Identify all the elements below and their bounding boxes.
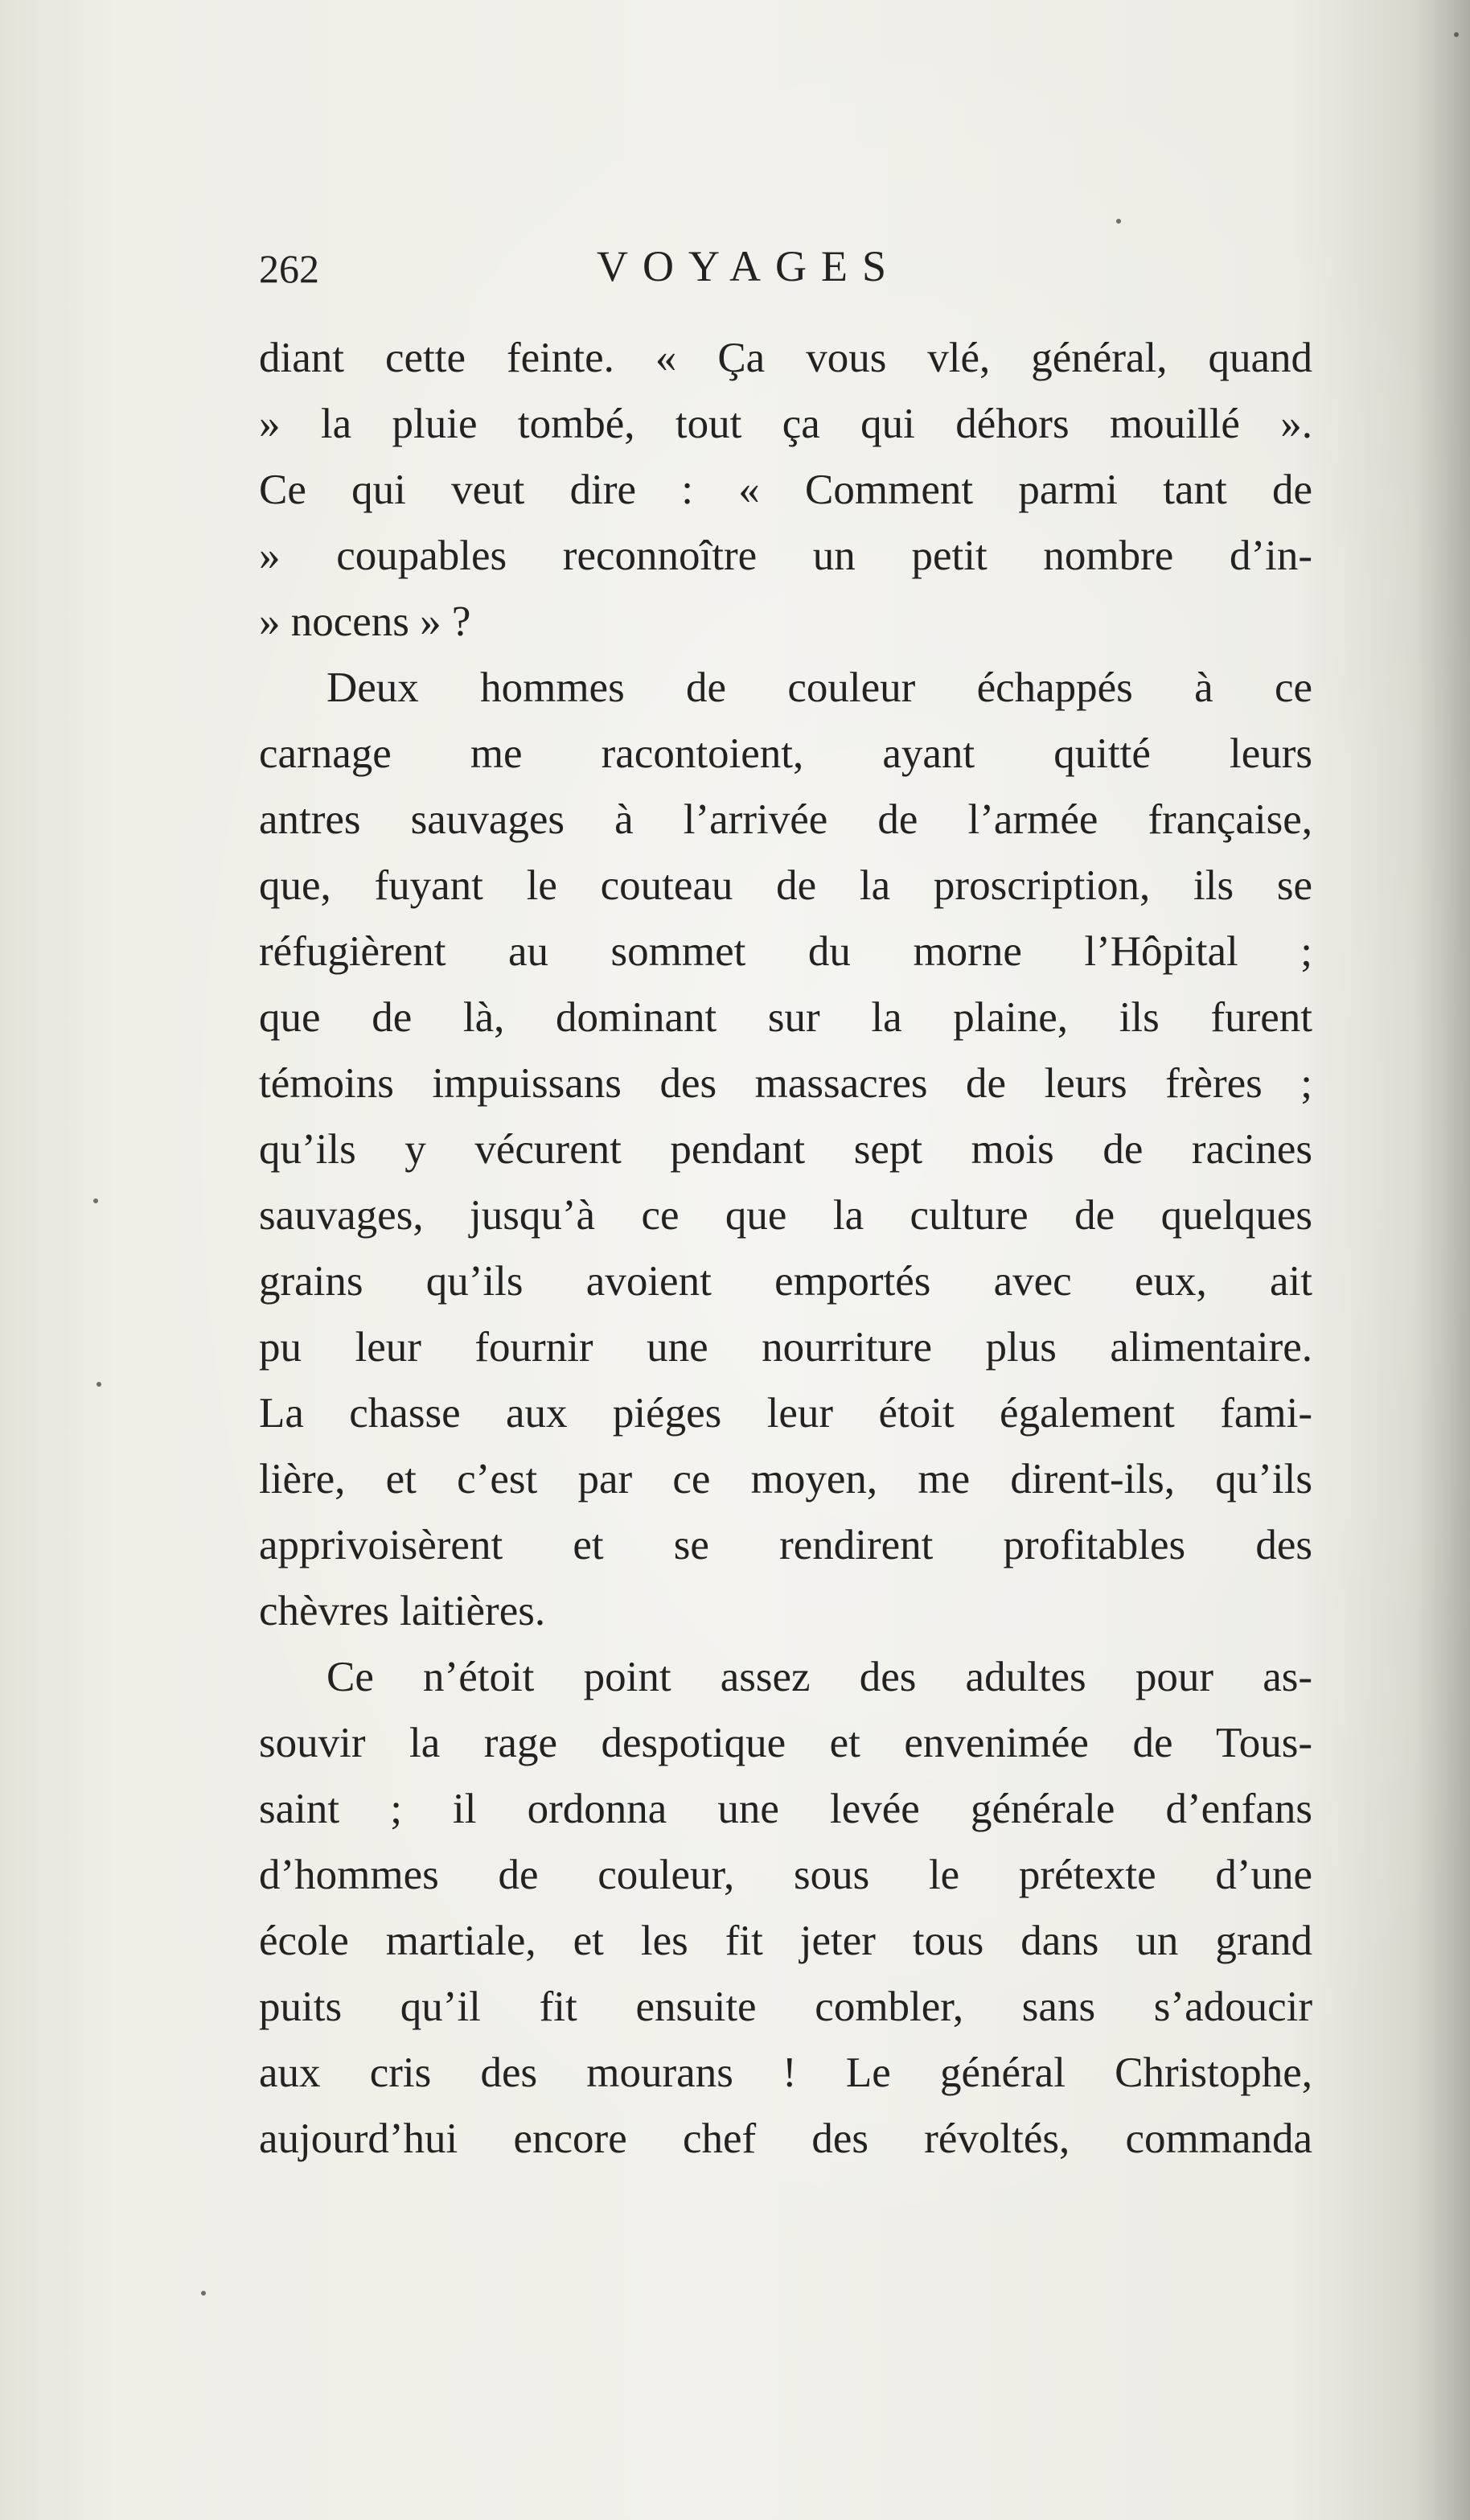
text-line: souvir la rage despotique et envenimée de Tous- [259,1720,1312,1766]
body-text [259,325,1312,2172]
paragraph-3 [259,1644,1312,2172]
text-line: La chasse aux piéges leur étoit également fami- [259,1390,1312,1437]
text-line: école martiale, et les fit jeter tous dans un grand [259,1918,1312,1964]
text-line: aujourd’hui encore chef des révoltés, commanda [259,2115,1312,2162]
paper-speck [1116,219,1121,224]
text-line: saint ; il ordonna une levée générale d’enfans [259,1786,1312,1832]
text-line: d’hommes de couleur, sous le prétexte d’une [259,1852,1312,1898]
text-line: que de là, dominant sur la plaine, ils furent [259,994,1312,1041]
paper-speck [1454,32,1459,37]
page-number: 262 [259,246,319,291]
text-line: témoins impuissans des massacres de leurs frères ; [259,1060,1312,1107]
text-line: réfugièrent au sommet du morne l’Hôpital ; [259,928,1312,975]
text-line: Deux hommes de couleur échappés à ce [326,664,1312,711]
paragraph-2 [259,655,1312,1644]
paper-speck [93,1198,98,1203]
text-line: pu leur fournir une nourriture plus alimentaire. [259,1324,1312,1371]
text-line: apprivoisèrent et se rendirent profitables des [259,1522,1312,1568]
text-line: » nocens » ? [259,598,471,645]
text-line: » coupables reconnoître un petit nombre d’in- [259,532,1312,579]
page-header [259,240,1312,304]
text-line: puits qu’il fit ensuite combler, sans s’adoucir [259,1984,1312,2030]
page-edge-shadow [1414,0,1470,2520]
text-line: antres sauvages à l’arrivée de l’armée française, [259,796,1312,843]
text-line: grains qu’ils avoient emportés avec eux, ait [259,1258,1312,1305]
text-line: diant cette feinte. « Ça vous vlé, général, quand [259,335,1312,381]
text-line: qu’ils y vécurent pendant sept mois de racines [259,1126,1312,1173]
text-line: lière, et c’est par ce moyen, me dirent-ils, qu’ils [259,1456,1312,1503]
text-line: aux cris des mourans ! Le général Christophe, [259,2049,1312,2096]
text-line: chèvres laitières. [259,1588,546,1634]
text-line: que, fuyant le couteau de la proscription, ils se [259,862,1312,909]
text-line: » la pluie tombé, tout ça qui déhors mouillé ». [259,401,1312,447]
paragraph-1 [259,325,1312,655]
paper-speck [201,2291,206,2296]
text-line: carnage me racontoient, ayant quitté leurs [259,730,1312,777]
text-line: Ce qui veut dire : « Comment parmi tant de [259,467,1312,513]
running-head: VOYAGES [597,242,901,290]
text-line: Ce n’étoit point assez des adultes pour as- [326,1654,1312,1700]
text-line: sauvages, jusqu’à ce que la culture de quelques [259,1192,1312,1239]
paper-speck [96,1382,101,1387]
